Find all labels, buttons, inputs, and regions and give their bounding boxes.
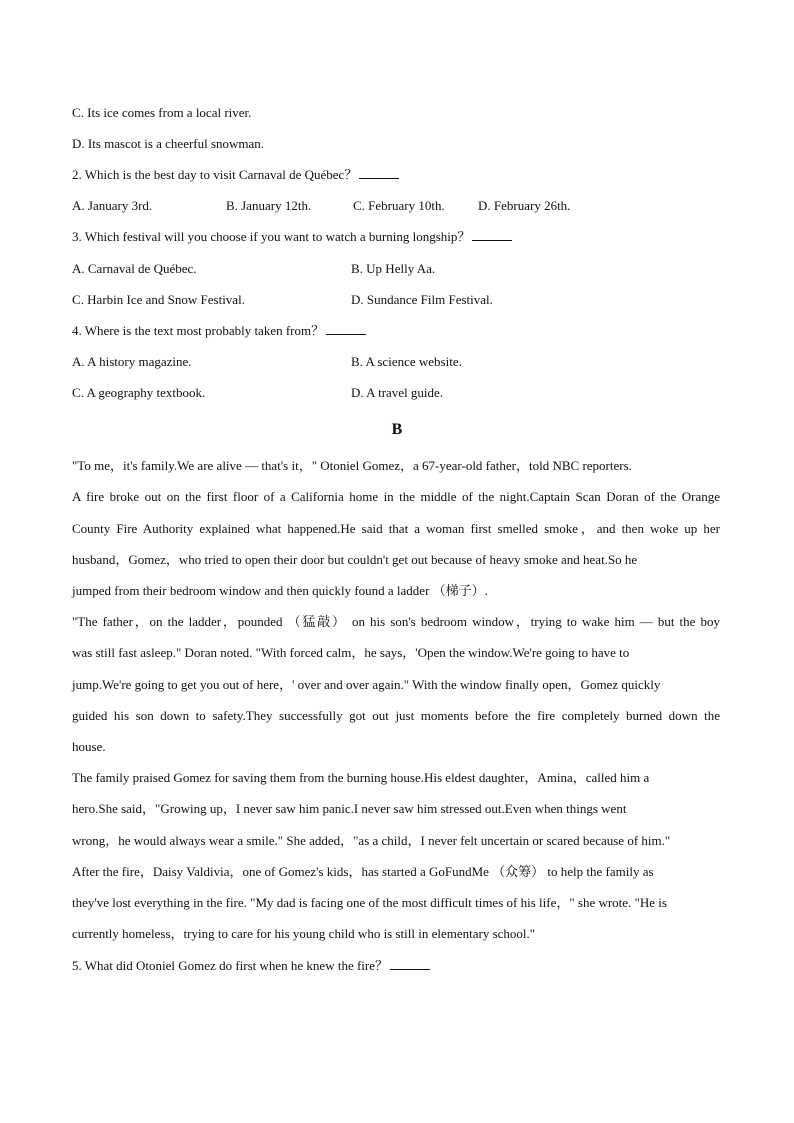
q3-option-a: A. Carnaval de Québec. — [72, 261, 197, 276]
q4-question-text: 4. Where is the text most probably taken from？ — [72, 323, 325, 338]
passage-line: they've lost everything in the fire. "My dad is facing one of the most difficult times of his life，" she wrote. "He is — [72, 895, 667, 910]
answer-blank — [390, 958, 430, 970]
passage-line: County Fire Authority explained what happened.He said that a woman first smelled smoke，and then woke up her — [72, 521, 720, 536]
answer-blank — [472, 229, 512, 241]
passage-line: The family praised Gomez for saving them from the burning house.His eldest daughter，Amina，called him a — [72, 770, 650, 785]
q4-option-b: B. A science website. — [351, 354, 462, 369]
passage-line: currently homeless，trying to care for his young child who is still in elementary school." — [72, 926, 536, 941]
passage-line: house. — [72, 739, 106, 754]
passage-line: jumped from their bedroom window and then quickly found a ladder （梯子）. — [72, 583, 488, 598]
q1-option-d: D. Its mascot is a cheerful snowman. — [72, 136, 265, 151]
q5-question-text: 5. What did Otoniel Gomez do first when he knew the fire？ — [72, 958, 389, 973]
q2-option-d: D. February 26th. — [478, 198, 571, 213]
passage-line: guided his son down to safety.They successfully got out just moments before the fire completely burned down the — [72, 708, 720, 723]
answer-blank — [359, 167, 399, 179]
q4-option-c: C. A geography textbook. — [72, 385, 206, 400]
passage-line: "To me，it's family.We are alive — that's it，" Otoniel Gomez，a 67-year-old father，told NBC reporters. — [72, 458, 632, 473]
q2-option-a: A. January 3rd. — [72, 198, 153, 213]
q4-question — [72, 323, 366, 339]
passage-line: was still fast asleep." Doran noted. "With forced calm，he says，'Open the window.We're going to have to — [72, 645, 630, 660]
q3-question-text: 3. Which festival will you choose if you want to watch a burning longship？ — [72, 229, 471, 244]
q3-question — [72, 229, 512, 245]
q3-option-b: B. Up Helly Aa. — [351, 261, 436, 276]
q3-option-d: D. Sundance Film Festival. — [351, 292, 493, 307]
passage-line: wrong，he would always wear a smile." She added，"as a child，I never felt uncertain or scared because of him." — [72, 833, 671, 848]
passage-line: hero.She said，"Growing up，I never saw him panic.I never saw him stressed out.Even when things went — [72, 801, 627, 816]
q4-option-d: D. A travel guide. — [351, 385, 444, 400]
passage-line: husband，Gomez，who tried to open their door but couldn't get out because of heavy smoke and heat.So he — [72, 552, 638, 567]
q4-option-a: A. A history magazine. — [72, 354, 192, 369]
section-heading: B — [391, 421, 403, 438]
q3-option-c: C. Harbin Ice and Snow Festival. — [72, 292, 245, 307]
q5-question — [72, 958, 430, 974]
q1-option-c: C. Its ice comes from a local river. — [72, 105, 252, 120]
passage-line: jump.We're going to get you out of here，' over and over again." With the window finally open，Gomez quickly — [72, 677, 661, 692]
q2-question — [72, 167, 399, 183]
passage-line: "The father，on the ladder，pounded （猛敲） on his son's bedroom window，trying to wake him — but the boy — [72, 614, 720, 629]
q2-question-text: 2. Which is the best day to visit Carnaval de Québec？ — [72, 167, 358, 182]
passage-line: After the fire，Daisy Valdivia，one of Gomez's kids，has started a GoFundMe （众筹） to help the family as — [72, 864, 654, 879]
passage-line: A fire broke out on the first floor of a California home in the middle of the night.Captain Scan Doran of the Orange — [72, 489, 720, 504]
q2-option-b: B. January 12th. — [226, 198, 312, 213]
answer-blank — [326, 323, 366, 335]
q2-option-c: C. February 10th. — [353, 198, 445, 213]
